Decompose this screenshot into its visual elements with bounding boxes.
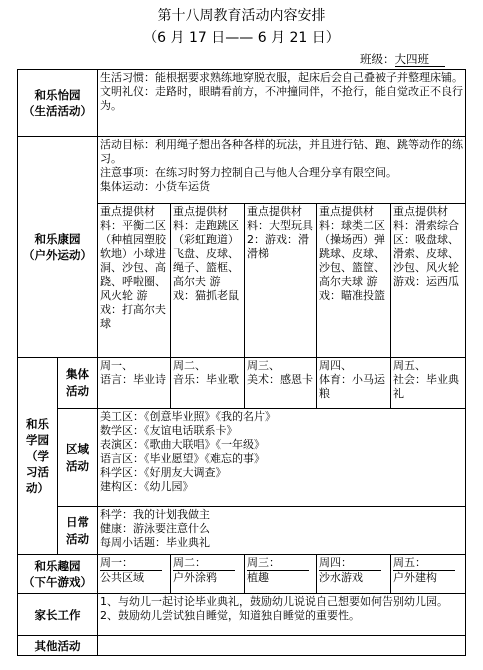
date-range: （6 月 17 日—— 6 月 21 日） <box>143 30 340 46</box>
area-label: 区域 活动 <box>58 409 98 507</box>
area-line: 科学区：《好朋友大调查》 <box>100 466 227 479</box>
family-label: 家长工作 <box>18 594 98 636</box>
health-line: 活动目标：利用绳子想出各种各样的玩法，并且进行钻、跑、跳等动作的练习。 <box>100 138 463 165</box>
group-day-cell: 周一、 语言：毕业诗 <box>98 358 171 409</box>
area-line: 数学区：《友谊电话联系卡》 <box>100 424 238 437</box>
area-line: 表演区：《歌曲大联唱》《一年级》 <box>100 438 265 451</box>
play-day-cell: 周四： 沙水游戏 <box>317 555 391 594</box>
health-day-cell: 重点提供材料：大型玩具2：游戏：滑滑梯 <box>245 204 317 358</box>
group-day-cell: 周二、 音乐：毕业歌 <box>171 358 245 409</box>
health-day-cell: 重点提供材料：球类二区（操场西）弹跳球、皮球、沙包、篮筐、高尔夫球 游戏：瞄准投篮 <box>317 204 391 358</box>
health-day-cell: 重点提供材料：走跑跳区（彩虹跑道）飞盘、皮球、绳子、篮框、高尔夫 游戏：猫抓老鼠 <box>171 204 245 358</box>
daily-label: 日常 活动 <box>58 507 98 555</box>
class-info <box>360 52 445 67</box>
family-row <box>18 594 466 636</box>
area-line: 建构区：《幼儿园》 <box>100 480 194 493</box>
daily-line: 每周小话题：毕业典礼 <box>100 536 210 549</box>
daily-line: 科学：我的计划我做主 <box>100 508 210 521</box>
family-line: 2、鼓励幼儿尝试独自睡觉，知道独自睡觉的重要性。 <box>100 609 360 622</box>
family-content <box>98 594 466 636</box>
page-title: 第十八周教育活动内容安排 <box>157 8 326 24</box>
health-label: 和乐康园 （户外运动） <box>18 137 98 358</box>
daily-row <box>18 507 466 555</box>
life-row <box>18 70 466 137</box>
area-row <box>18 409 466 507</box>
group-day-cell: 周三、 美术：感恩卡 <box>245 358 317 409</box>
area-line: 语言区：《毕业愿望》《难忘的事》 <box>100 452 265 465</box>
group-day-cell: 周四、 体育：小马运粮 <box>317 358 391 409</box>
life-line: 生活习惯：能根据要求熟练地穿脱衣服，起床后会自己叠被子并整理床铺。 <box>100 71 463 84</box>
health-day-cell: 重点提供材料：平衡二区（种植园塑胶软地）小球进洞、沙包、高跷、呼啦圈、风火轮 游戏：打高尔夫球 <box>98 204 171 358</box>
health-row <box>18 137 466 204</box>
health-line: 注意事项：在练习时努力控制自己与他人合理分享有限空间。 <box>100 166 397 179</box>
group-label: 集体 活动 <box>58 358 98 409</box>
life-line: 文明礼仪：走路时，眼睛看前方，不冲撞同伴，不抢行，能自觉改正不良行为。 <box>100 85 463 112</box>
group-day-cell: 周五、 社会：毕业典礼 <box>391 358 466 409</box>
schedule-table <box>17 69 466 656</box>
play-day-cell: 周三： 植趣 <box>245 555 317 594</box>
play-row <box>18 555 466 594</box>
life-label: 和乐怡园 （生活活动） <box>18 70 98 137</box>
daily-line: 健康：游泳要注意什么 <box>100 522 210 535</box>
area-line: 美工区：《创意毕业照》《我的名片》 <box>100 410 276 423</box>
health-line: 集体运动：小货车运货 <box>100 180 210 193</box>
other-content <box>98 636 466 656</box>
play-label: 和乐趣园 （下午游戏） <box>18 555 98 594</box>
play-day-cell: 周一： 公共区域 <box>98 555 171 594</box>
class-label: 班级： <box>360 52 395 66</box>
family-line: 1、与幼儿一起讨论毕业典礼，鼓励幼儿说说自己想要如何告别幼儿园。 <box>100 595 448 608</box>
class-value: 大四班 <box>395 52 445 67</box>
other-label: 其他活动 <box>18 636 98 656</box>
other-row <box>18 636 466 656</box>
health-content <box>98 137 466 204</box>
play-day-cell: 周五： 户外建构 <box>391 555 466 594</box>
daily-content <box>98 507 466 555</box>
health-day-cell: 重点提供材料：滑索综合区：吸盘球、滑索、皮球、沙包、风火轮 游戏：运西瓜 <box>391 204 466 358</box>
group-row <box>18 358 466 409</box>
life-content <box>98 70 466 137</box>
area-content <box>98 409 466 507</box>
play-day-cell: 周二： 户外涂鸦 <box>171 555 245 594</box>
learn-label: 和乐 学园 （学 习活 动） <box>18 358 58 555</box>
